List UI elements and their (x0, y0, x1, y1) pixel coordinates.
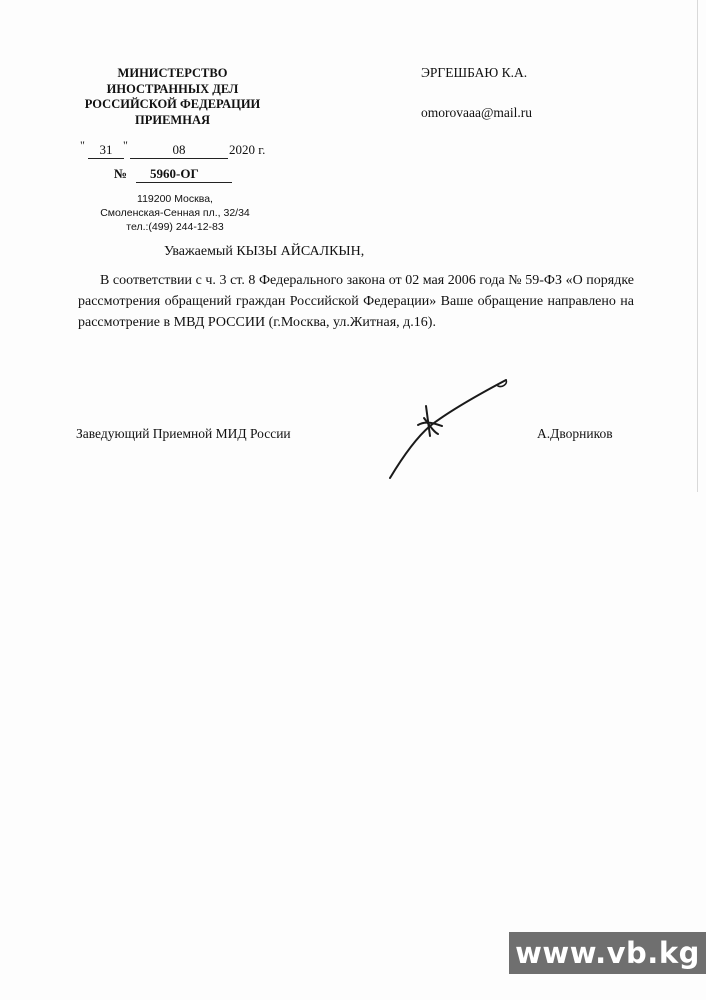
recipient-email: omorovaaa@mail.ru (421, 105, 533, 120)
ministry-line: ИНОСТРАННЫХ ДЕЛ (106, 81, 239, 96)
signer-name: А.Дворников (537, 426, 613, 441)
signer-title: Заведующий Приемной МИД России (76, 426, 291, 441)
scan-edge-line (697, 0, 698, 492)
letter-body: В соответствии с ч. 3 ст. 8 Федерального закона от 02 мая 2006 года № 59-ФЗ «О порядке рассмотрения обращений граждан Российской Федерации» Ваше обращение направлено на рассмотрение в МВД РОССИИ (г.Москва, ул.Житная, д.16). (78, 273, 634, 330)
date-month: 08 (130, 142, 228, 159)
number-sign: № (114, 166, 128, 181)
handwritten-signature (380, 370, 530, 485)
ministry-line: РОССИЙСКОЙ ФЕДЕРАЦИИ (84, 97, 261, 111)
date-quote-close: " (123, 138, 128, 152)
site-watermark: www.vb.kg (509, 932, 706, 974)
date-day: 31 (88, 142, 124, 159)
sender-address (80, 192, 270, 234)
greeting: Уважаемый КЫЗЫ АЙСАЛКЫН, (164, 244, 365, 259)
date-year: 2020 г. (229, 142, 266, 157)
number-value: 5960-ОГ (136, 166, 232, 183)
address-line: 119200 Москва, (137, 193, 213, 205)
date-quote-open: " (80, 138, 85, 152)
address-line: Смоленская-Сенная пл., 32/34 (100, 207, 250, 219)
recipient-name: ЭРГЕШБАЮ К.А. (421, 65, 528, 80)
address-line: тел.:(499) 244-12-83 (126, 221, 224, 233)
ministry-header (60, 66, 285, 128)
ministry-line: ПРИЕМНАЯ (135, 112, 210, 127)
ministry-line: МИНИСТЕРСТВО (117, 66, 228, 80)
letter-date (76, 138, 286, 162)
